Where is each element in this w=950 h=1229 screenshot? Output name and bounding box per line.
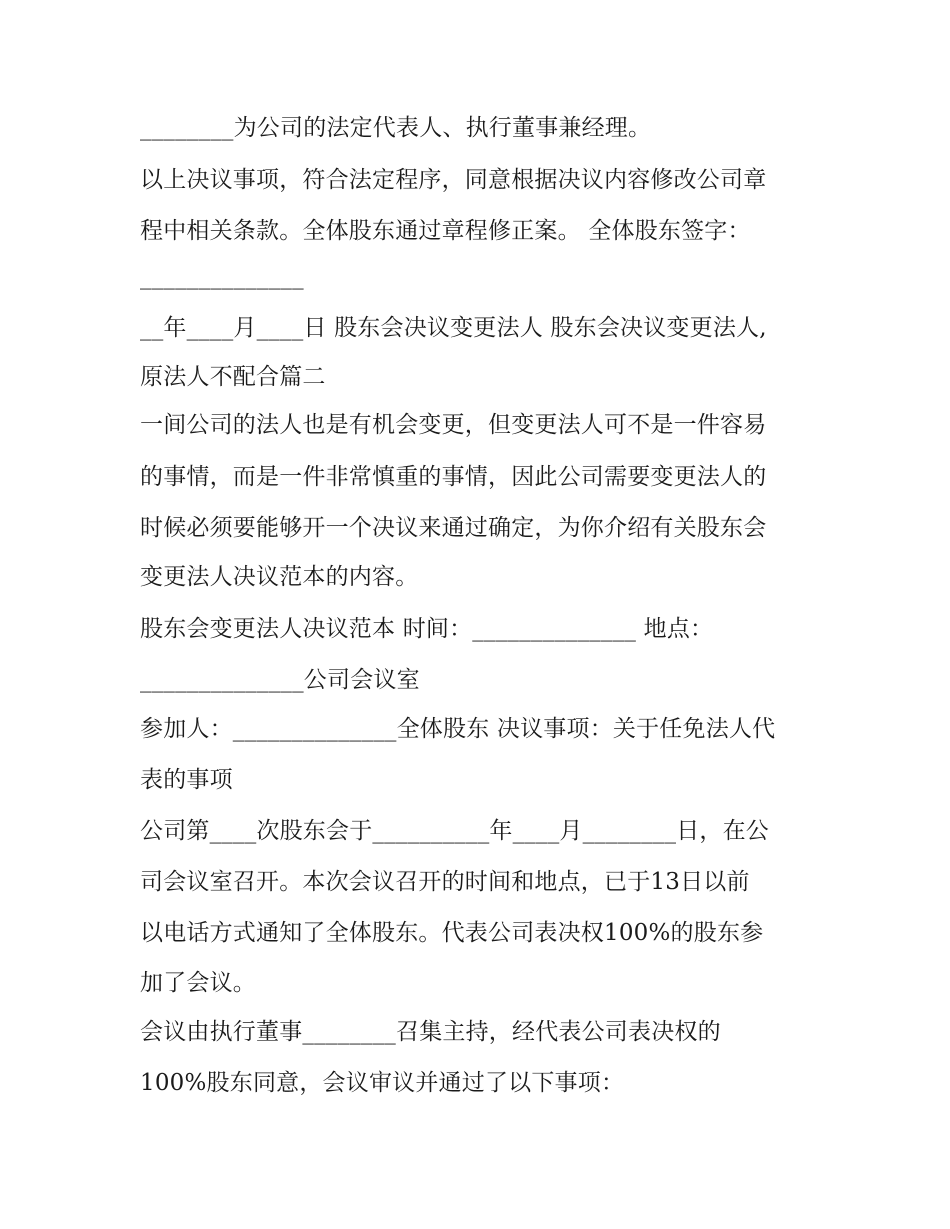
text-line: 参加人：______________全体股东 决议事项：关于任免法人代: [140, 716, 776, 742]
text-line: __年____月____日 股东会决议变更法人 股东会决议变更法人,: [140, 315, 767, 341]
text-line: 会议由执行董事________召集主持，经代表公司表决权的: [140, 1019, 721, 1045]
text-line: 一间公司的法人也是有机会变更，但变更法人可不是一件容易: [140, 412, 767, 438]
text-line: 股东会变更法人决议范本 时间：______________ 地点：: [140, 616, 714, 642]
text-line: ______________公司会议室: [140, 667, 420, 693]
text-line: 加了会议。: [140, 970, 256, 996]
text-line: 以电话方式通知了全体股东。代表公司表决权100%的股东参: [140, 920, 764, 946]
text-line: 表的事项: [140, 767, 233, 793]
text-line: 100%股东同意，会议审议并通过了以下事项：: [140, 1070, 625, 1096]
text-line: 原法人不配合篇二: [140, 364, 326, 390]
text-line: 公司第____次股东会于__________年____月________日，在公: [140, 818, 769, 844]
text-line: 程中相关条款。全体股东通过章程修正案。 全体股东签字：: [140, 218, 751, 244]
text-line: ________为公司的法定代表人、执行董事兼经理。: [140, 115, 652, 141]
text-line: 以上决议事项，符合法定程序，同意根据决议内容修改公司章: [140, 167, 767, 193]
text-line: 变更法人决议范本的内容。: [140, 564, 419, 590]
text-line: 司会议室召开。本次会议召开的时间和地点，已于13日以前: [140, 869, 750, 895]
text-line: ______________: [140, 264, 304, 290]
text-line: 时候必须要能够开一个决议来通过确定，为你介绍有关股东会: [140, 515, 767, 541]
text-line: 的事情，而是一件非常慎重的事情，因此公司需要变更法人的: [140, 464, 767, 490]
